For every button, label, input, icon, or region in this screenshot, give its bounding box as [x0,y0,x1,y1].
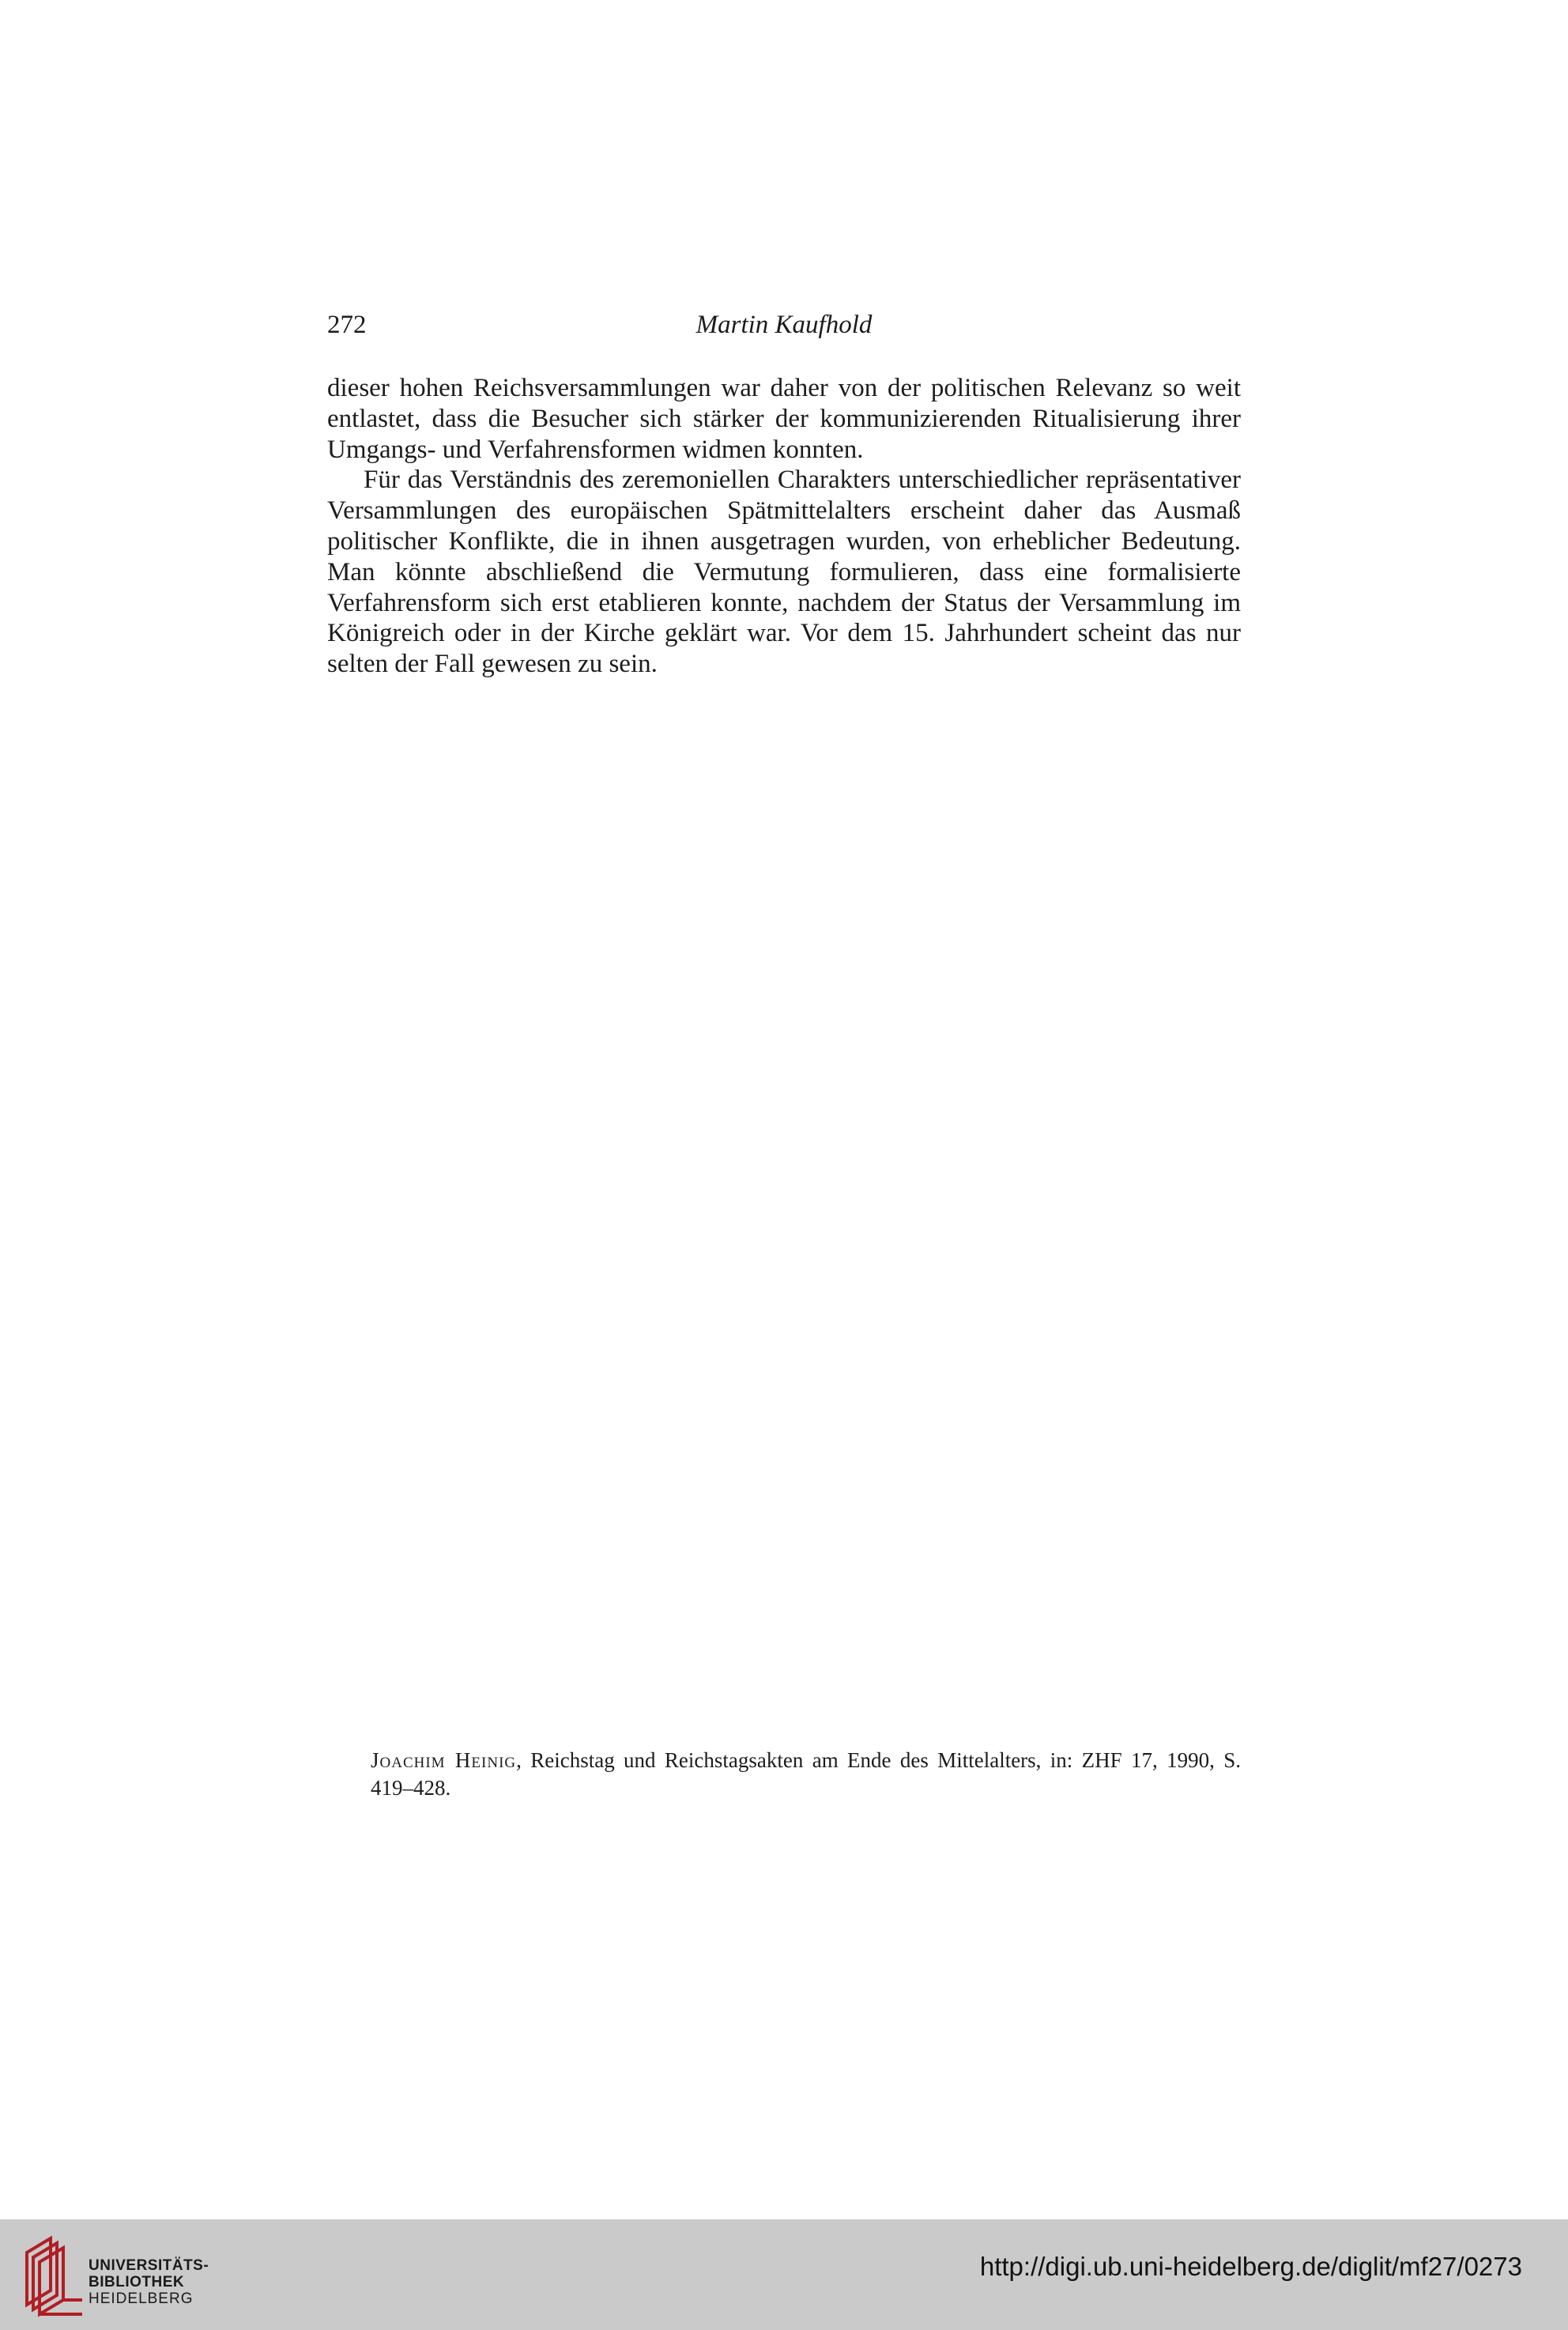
footnote [371,1747,1241,1802]
library-name-line-1: UNIVERSITÄTS- [89,2257,209,2274]
library-logo-icon [16,2230,89,2317]
library-name-line-3: HEIDELBERG [89,2290,194,2307]
library-logo[interactable] [16,2230,245,2317]
paragraph-continued: dieser hohen Reichsversammlungen war daher von der politischen Relevanz so weit entlastet, dass die Besucher sich stärker der kommunizierenden Ritualisierung ihrer Umgangs- und Verfahrensformen widmen konnten. [327,374,1241,464]
page-number: 272 [327,311,367,339]
footnote-text: , Reichstag und Reichstagsakten am Ende des Mittelalters, in: ZHF 17, 1990, S. 419–428. [371,1748,1241,1800]
library-name [89,2257,209,2307]
digitization-footer [0,2219,1568,2330]
source-url-link[interactable]: http://digi.ub.uni-heidelberg.de/diglit/mf27/0273 [979,2252,1522,2281]
running-head [327,307,1241,343]
library-name-line-2: BIBLIOTHEK [89,2274,185,2290]
running-title: Martin Kaufhold [695,311,873,339]
main-text [327,373,1241,680]
footnote-author: Joachim Heinig [371,1748,517,1772]
paragraph-conclusion: Für das Verständnis des zeremoniellen Charakters unterschiedlicher repräsentativer Versammlungen des europäischen Spätmittelalters erscheint daher das Ausmaß politischer Konflikte, die in ihnen ausgetragen wurden, von erheblicher Bedeutung. Man könnte abschließend die Vermutung formulieren, dass eine formalisierte Verfahrensform sich erst etablieren konnte, nachdem der Status der Versammlung im Königreich oder in der Kirche geklärt war. Vor dem 15. Jahrhundert scheint das nur selten der Fall gewesen zu sein. [327,466,1241,679]
